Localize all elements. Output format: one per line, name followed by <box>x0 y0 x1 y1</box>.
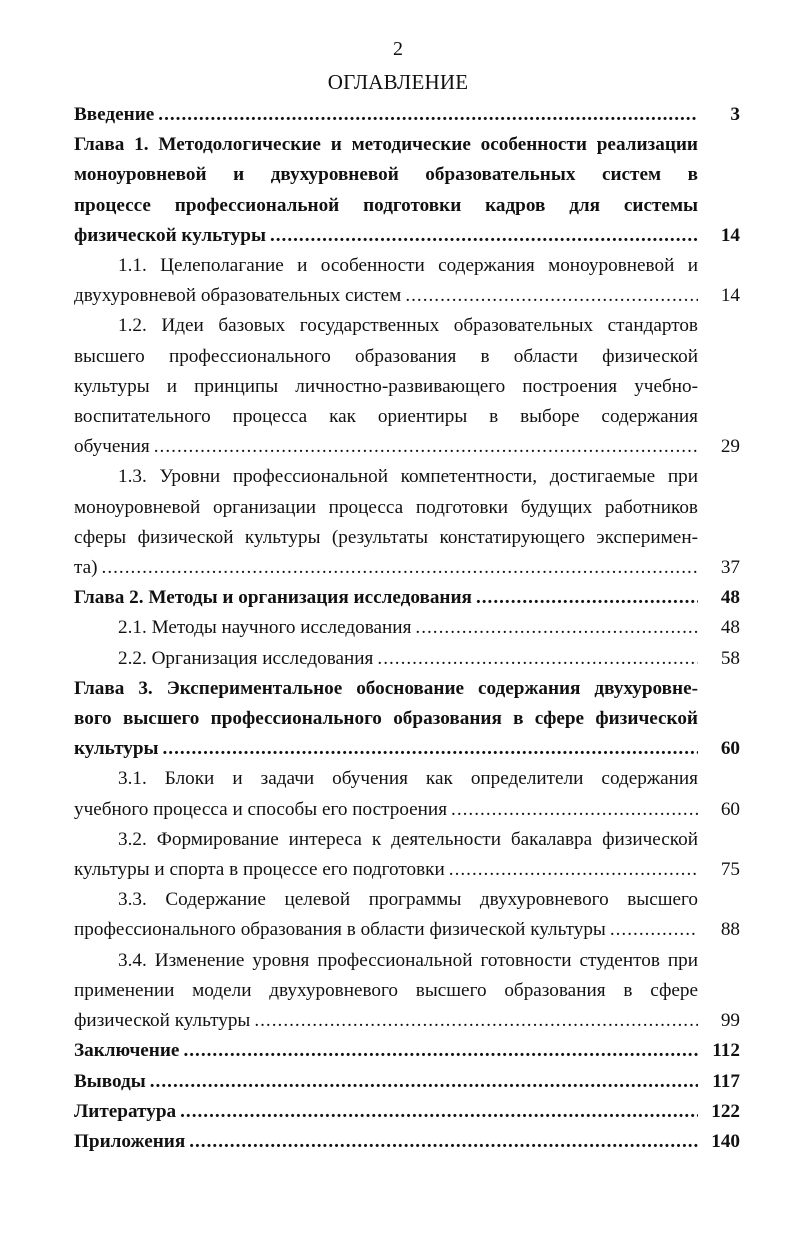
toc-entry-text: Введение <box>74 104 155 125</box>
toc-entry-text: вого высшего профессионального образования в сфере физической <box>74 708 698 730</box>
toc-entry-text: культуры <box>74 738 159 760</box>
toc-entry-text: Литература <box>74 1100 177 1122</box>
toc-page-ref: 37 <box>720 557 740 579</box>
toc-page-ref: 29 <box>720 436 740 458</box>
toc-title: ОГЛАВЛЕНИЕ <box>327 70 469 94</box>
toc-entry-text: Выводы <box>74 1070 146 1092</box>
toc-entry-references[interactable] <box>74 1097 740 1127</box>
toc-entry-section-3-4[interactable] <box>74 946 740 1037</box>
toc-entry-chapter-2[interactable] <box>74 583 740 613</box>
toc-entry-chapter-1[interactable] <box>74 130 740 251</box>
toc-page-ref: 3 <box>730 104 740 125</box>
toc-page-ref: 48 <box>720 617 740 639</box>
toc-entry-text: 3.3. Содержание целевой программы двухуровневого высшего <box>118 889 698 911</box>
toc-page-ref: 88 <box>720 919 740 941</box>
toc-entry-text: Глава 2. Методы и организация исследования <box>74 587 472 609</box>
toc-entry-text: Заключение <box>74 1040 180 1062</box>
toc-entry-section-2-2[interactable] <box>74 644 740 674</box>
toc-entry-section-3-1[interactable] <box>74 764 740 824</box>
toc-entry-text: моноуровневой организации процесса подготовки будущих работников <box>74 496 698 518</box>
toc-entry-section-3-3[interactable] <box>74 885 740 945</box>
toc-entry-text: 1.2. Идеи базовых государственных образовательных стандартов <box>118 315 698 337</box>
toc-entry-text: культуры и спорта в процессе его подготовки <box>74 859 445 881</box>
toc-entry-text: высшего профессионального образования в области физической <box>74 345 698 367</box>
toc-entry-text: сферы физической культуры (результаты констатирующего эксперимен- <box>74 526 698 548</box>
table-of-contents <box>74 100 740 1157</box>
toc-entry-text: 2.2. Организация исследования <box>118 647 374 669</box>
toc-entry-text: 1.3. Уровни профессиональной компетентности, достигаемые при <box>118 466 698 488</box>
toc-entry-text: учебного процесса и способы его построения <box>74 798 448 820</box>
toc-entry-text: Глава 3. Экспериментальное обоснование содержания двухуровне- <box>74 677 698 699</box>
toc-entry-text: 1.1. Целеполагание и особенности содержания моноуровневой и <box>118 255 698 277</box>
toc-entry-text: 3.2. Формирование интереса к деятельности бакалавра физической <box>118 828 698 850</box>
toc-page-ref: 60 <box>720 738 740 760</box>
toc-entry-section-1-3[interactable] <box>74 462 740 583</box>
toc-entry-text: процессе профессиональной подготовки кадров для системы <box>74 194 698 216</box>
toc-entry-text: двухуровневой образовательных систем <box>74 285 402 307</box>
toc-entry-text: воспитательного процесса как ориентиры в выборе содержания <box>74 406 698 428</box>
toc-entry-text: обучения <box>74 436 150 458</box>
toc-entry-appendices[interactable] <box>74 1127 740 1157</box>
toc-entry-section-1-1[interactable] <box>74 251 740 311</box>
toc-page-ref: 112 <box>712 1040 740 1062</box>
toc-entry-section-1-2[interactable] <box>74 311 740 462</box>
toc-entry-text: культуры и принципы личностно-развивающего построения учебно- <box>74 375 698 397</box>
toc-entry-text: применении модели двухуровневого высшего образования в сфере <box>74 979 698 1001</box>
toc-entry-conclusion[interactable] <box>74 1036 740 1066</box>
toc-entry-text: 2.1. Методы научного исследования <box>118 617 412 639</box>
toc-page-ref: 14 <box>720 285 740 307</box>
toc-page-ref: 117 <box>712 1070 740 1092</box>
toc-entry-text: 3.1. Блоки и задачи обучения как определители содержания <box>118 768 698 790</box>
toc-page-ref: 140 <box>711 1130 740 1152</box>
toc-page-ref: 58 <box>720 647 740 669</box>
toc-page-ref: 122 <box>711 1100 740 1122</box>
toc-entry-text: физической культуры <box>74 224 266 246</box>
toc-entry-text: Глава 1. Методологические и методические особенности реализации <box>74 134 698 156</box>
toc-entry-chapter-3[interactable] <box>74 674 740 765</box>
toc-entry-text: Приложения <box>74 1130 186 1152</box>
page-number: 2 <box>393 38 403 60</box>
toc-page-ref: 75 <box>720 859 740 881</box>
toc-entry-text: профессионального образования в области физической культуры <box>74 919 606 941</box>
toc-entry-findings[interactable] <box>74 1067 740 1097</box>
toc-entry-section-3-2[interactable] <box>74 825 740 885</box>
toc-entry-text: физической культуры <box>74 1010 251 1032</box>
toc-page-ref: 60 <box>720 798 740 820</box>
toc-page-ref: 48 <box>720 587 740 609</box>
toc-entry-introduction[interactable] <box>74 100 740 130</box>
toc-entry-text: та) <box>74 557 98 579</box>
toc-entry-text: моноуровневой и двухуровневой образовательных систем в <box>74 164 698 186</box>
toc-entry-text: 3.4. Изменение уровня профессиональной готовности студентов при <box>118 949 698 971</box>
toc-page-ref: 14 <box>720 224 740 246</box>
toc-entry-section-2-1[interactable] <box>74 613 740 643</box>
toc-page-ref: 99 <box>720 1010 740 1032</box>
